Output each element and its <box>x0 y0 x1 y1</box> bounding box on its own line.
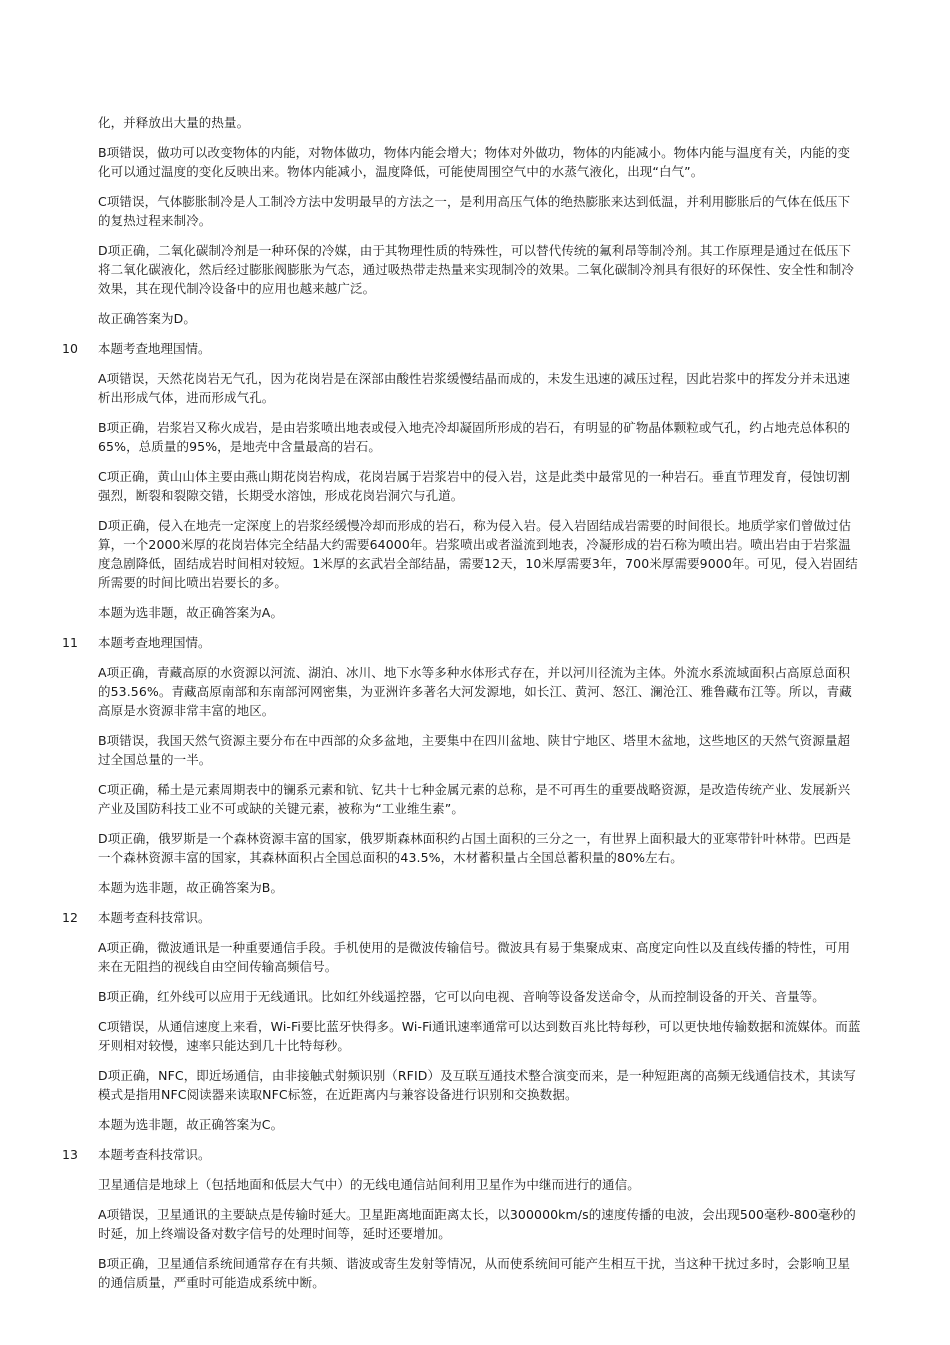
answer-line: 本题为选非题，故正确答案为B。 <box>98 880 284 895</box>
question-topic: 本题考查地理国情。 <box>98 341 211 356</box>
question-heading <box>62 339 862 358</box>
answer-line: 本题为选非题，故正确答案为A。 <box>98 605 284 620</box>
question-number: 13 <box>62 1147 78 1162</box>
paragraph: B项正确，卫星通信系统间通常存在有共频、谐波或寄生发射等情况，从而使系统间可能产生相互干扰，当这种干扰过多时，会影响卫星的通信质量，严重时可能造成系统中断。 <box>98 1256 851 1290</box>
paragraph: 卫星通信是地球上（包括地面和低层大气中）的无线电通信站间利用卫星作为中继而进行的通信。 <box>98 1177 640 1192</box>
paragraph: A项错误，天然花岗岩无气孔，因为花岗岩是在深部由酸性岩浆缓慢结晶而成的，未发生迅速的减压过程，因此岩浆中的挥发分并未迅速析出形成气体，进而形成气孔。 <box>98 371 851 405</box>
paragraph: C项错误，从通信速度上来看，Wi-Fi要比蓝牙快得多。Wi-Fi通讯速率通常可以达到数百兆比特每秒，可以更快地传输数据和流媒体。而蓝牙则相对较慢，速率只能达到几十比特每秒。 <box>98 1019 861 1053</box>
question-topic: 本题考查地理国情。 <box>98 635 211 650</box>
question-topic: 本题考查科技常识。 <box>98 910 211 925</box>
paragraph: A项正确，微波通讯是一种重要通信手段。手机使用的是微波传输信号。微波具有易于集聚成束、高度定向性以及直线传播的特性，可用来在无阻挡的视线自由空间传输高频信号。 <box>98 940 851 974</box>
paragraph: A项正确，青藏高原的水资源以河流、湖泊、冰川、地下水等多种水体形式存在，并以河川径流为主体。外流水系流域面积占高原总面积的53.56%。青藏高原南部和东南部河网密集，为亚洲许多著名大河发源地，如长江、黄河、怒江、澜沧江、雅鲁藏布江等。所以，青藏高原是水资源非常丰富的地区。 <box>98 665 852 718</box>
question-heading <box>62 633 862 652</box>
answer-line: 本题为选非题，故正确答案为C。 <box>98 1117 284 1132</box>
paragraph: 化，并释放出大量的热量。 <box>98 115 250 130</box>
paragraph: B项正确，岩浆岩又称火成岩，是由岩浆喷出地表或侵入地壳冷却凝固所形成的岩石，有明显的矿物晶体颗粒或气孔，约占地壳总体积的65%，总质量的95%，是地壳中含量最高的岩石。 <box>98 420 851 454</box>
question-number: 11 <box>62 635 78 650</box>
paragraph: D项正确，俄罗斯是一个森林资源丰富的国家，俄罗斯森林面积约占国土面积的三分之一，有世界上面积最大的亚寒带针叶林带。巴西是一个森林资源丰富的国家，其森林面积占全国总面积的43.5%，木材蓄积量占全国总蓄积量的80%左右。 <box>98 831 852 865</box>
paragraph: D项正确，二氧化碳制冷剂是一种环保的冷媒，由于其物理性质的特殊性，可以替代传统的氟利昂等制冷剂。其工作原理是通过在低压下将二氧化碳液化，然后经过膨胀阀膨胀为气态，通过吸热带走热量来实现制冷的效果。二氧化碳制冷剂具有很好的环保性、安全性和制冷效果，其在现代制冷设备中的应用也越来越广泛。 <box>98 243 855 296</box>
paragraph: B项错误，我国天然气资源主要分布在中西部的众多盆地，主要集中在四川盆地、陕甘宁地区、塔里木盆地，这些地区的天然气资源量超过全国总量的一半。 <box>98 733 851 767</box>
paragraph: B项正确，红外线可以应用于无线通讯。比如红外线遥控器，它可以向电视、音响等设备发送命令，从而控制设备的开关、音量等。 <box>98 989 825 1004</box>
answer-line: 故正确答案为D。 <box>98 311 196 326</box>
question-number: 12 <box>62 910 78 925</box>
paragraph: C项正确，黄山山体主要由燕山期花岗岩构成，花岗岩属于岩浆岩中的侵入岩，这是此类中最常见的一种岩石。垂直节理发育，侵蚀切割强烈，断裂和裂隙交错，长期受水溶蚀，形成花岗岩洞穴与孔道。 <box>98 469 851 503</box>
paragraph: D项正确，侵入在地壳一定深度上的岩浆经缓慢冷却而形成的岩石，称为侵入岩。侵入岩固结成岩需要的时间很长。地质学家们曾做过估算，一个2000米厚的花岗岩体完全结晶大约需要64000年。岩浆喷出或者溢流到地表，冷凝形成的岩石称为喷出岩。喷出岩由于岩浆温度急剧降低，固结成岩时间相对较短。1米厚的玄武岩全部结晶，需要12天，10米厚需要3年，700米厚需要9000年。可见，侵入岩固结所需要的时间比喷出岩要长的多。 <box>98 518 858 590</box>
question-heading <box>62 908 862 927</box>
paragraph: A项错误，卫星通讯的主要缺点是传输时延大。卫星距离地面距离太长，以300000km/s的速度传播的电波，会出现500毫秒-800毫秒的时延，加上终端设备对数字信号的处理时间等，延时还要增加。 <box>98 1207 856 1241</box>
paragraph: B项错误，做功可以改变物体的内能，对物体做功，物体内能会增大；物体对外做功，物体的内能减小。物体内能与温度有关，内能的变化可以通过温度的变化反映出来。物体内能减小，温度降低，可能使周围空气中的水蒸气液化，出现“白气”。 <box>98 145 851 179</box>
question-heading <box>62 1145 862 1164</box>
question-number: 10 <box>62 341 78 356</box>
paragraph: D项正确，NFC，即近场通信，由非接触式射频识别（RFID）及互联互通技术整合演变而来，是一种短距离的高频无线通信技术，其读写模式是指用NFC阅读器来读取NFC标签，在近距离内与兼容设备进行识别和交换数据。 <box>98 1068 856 1102</box>
paragraph: C项正确，稀土是元素周期表中的镧系元素和钪、钇共十七种金属元素的总称，是不可再生的重要战略资源，是改造传统产业、发展新兴产业及国防科技工业不可或缺的关键元素，被称为“工业维生素”。 <box>98 782 851 816</box>
paragraph: C项错误，气体膨胀制冷是人工制冷方法中发明最早的方法之一，是利用高压气体的绝热膨胀来达到低温，并利用膨胀后的气体在低压下的复热过程来制冷。 <box>98 194 851 228</box>
question-topic: 本题考查科技常识。 <box>98 1147 211 1162</box>
